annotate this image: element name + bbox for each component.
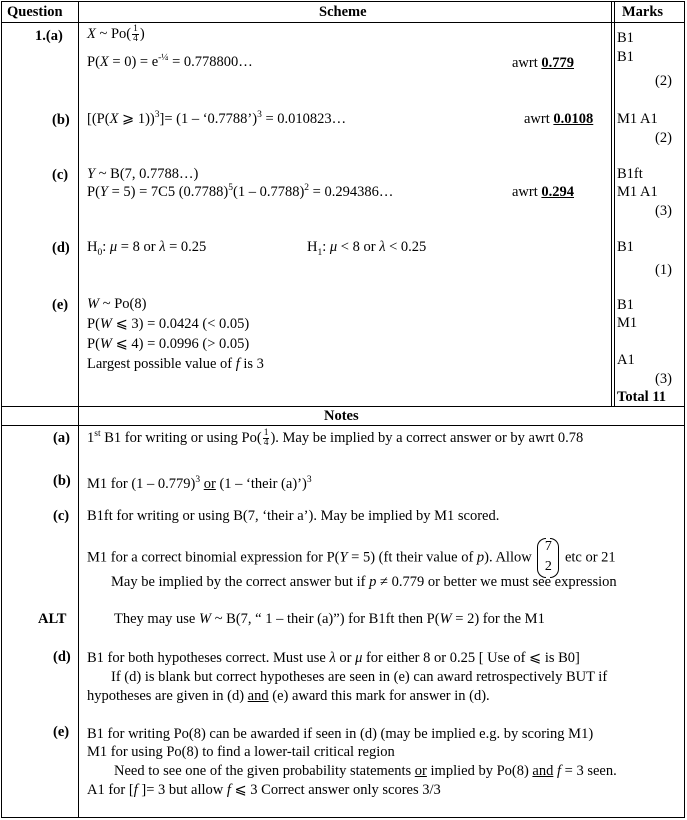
answer-c-line1: Y ~ B(7, 0.7788…) [87,166,199,182]
total-marks: Total 11 [617,389,667,405]
marks-c-total: (3) [655,203,672,219]
notes-label-e: (e) [53,724,70,740]
marks-d-total: (1) [655,262,672,278]
notes-label-b: (b) [53,473,71,489]
label-part-d: (d) [52,240,70,256]
notes-c-text3: May be implied by the correct answer but if p ≠ 0.779 or better we must see expression [111,574,617,590]
notes-d-text2: If (d) is blank but correct hypotheses are seen in (e) can award retrospectively BUT if [111,669,608,685]
marks-e-total: (3) [655,371,672,387]
marks-b-total: (2) [655,130,672,146]
notes-e-text1: B1 for writing Po(8) can be awarded if seen in (d) (may be implied e.g. by scoring M1) [87,726,594,742]
marks-d: B1 [617,239,634,255]
answer-d-h1: $H_1$: μ < 8 or λ < 0.25 [307,239,427,258]
notes-title: Notes [324,408,359,424]
marks-e-1: B1 [617,297,634,313]
label-part-b: (b) [52,112,70,128]
notes-d-text3: hypotheses are given in (d) and (e) award this mark for answer in (d). [87,688,490,704]
header-marks: Marks [622,4,664,20]
notes-e-text4: A1 for [f ]= 3 but allow f ⩽ 3 Correct answer only scores 3/3 [87,782,441,798]
awrt-b: awrt 0.0108 [524,111,594,127]
marks-e-2: M1 [617,315,638,331]
notes-b-text: M1 for (1 – 0.779)$^3$ or (1 – ‘their (a)’)$^3$ [87,475,312,492]
border-left [1,1,2,818]
notes-c-text1: B1ft for writing or using B(7, ‘their a’). May be implied by M1 scored. [87,508,500,524]
marks-c-2: M1 A1 [617,184,658,200]
header-scheme: Scheme [319,4,367,20]
border-top [1,1,685,2]
notes-d-text1: B1 for both hypotheses correct. Must use λ or μ for either 8 or 0.25 [ Use of ⩽ is B0] [87,650,580,666]
answer-e-line1: W ~ Po(8) [87,296,147,312]
notes-alt-text: They may use W ~ B(7, “ 1 – their (a)”) for B1ft then P(W = 2) for the M1 [114,611,545,627]
marks-a-total: (2) [655,73,672,89]
answer-e-line2: P(W ⩽ 3) = 0.0424 (< 0.05) [87,316,250,332]
question-column-divider [78,1,79,818]
notes-a-text: 1st B1 for writing or using Po( $\frac{1}{4}$ ). May be implied by a correct answer or by awrt 0.78 [87,428,584,449]
notes-label-alt: ALT [38,611,67,627]
notes-label-a: (a) [53,430,70,446]
marks-e-3: A1 [617,352,635,368]
label-part-c: (c) [52,167,69,183]
border-right [684,1,685,818]
label-part-a: 1.(a) [35,28,63,44]
answer-c-line2: P(Y = 5) = 7C5 $(0.7788)^5(1 - 0.7788)^2$ = 0.294386… [87,183,394,200]
marks-column-divider-2 [614,1,615,406]
answer-e-line4: Largest possible value of f is 3 [87,356,264,372]
marks-a-2: B1 [617,49,634,65]
notes-c-text2: M1 for a correct binomial expression for P(Y = 5) (ft their value of p). Allow 7 2 etc or 21 [87,538,616,578]
marks-c-1: B1ft [617,166,643,182]
notes-e-text2: M1 for using Po(8) to find a lower-tail critical region [87,744,395,760]
answer-b-line: [(P(X ⩾ 1))$^3$]= (1 – ‘0.7788’)$^3$ = 0.010823… [87,110,347,127]
notes-e-text3: Need to see one of the given probability statements or implied by Po(8) and f = 3 seen. [114,763,617,779]
marks-column-divider [611,1,612,406]
mark-scheme-page [1,1,685,818]
notes-divider-bottom [1,425,685,426]
awrt-c: awrt 0.294 [512,184,575,200]
answer-a-line1: X ~ Po( $\frac{1}{4}$ ) [87,24,145,45]
border-bottom [1,817,685,818]
notes-label-c: (c) [53,508,70,524]
answer-e-line3: P(W ⩽ 4) = 0.0996 (> 0.05) [87,336,250,352]
awrt-a: awrt 0.779 [512,55,575,71]
binomial-coefficient: 7 2 [537,538,559,578]
fraction-quarter: $\frac{1}{4}$ [133,24,138,45]
label-part-e: (e) [52,297,69,313]
notes-label-d: (d) [53,649,71,665]
header-divider [1,22,685,23]
marks-a-1: B1 [617,30,634,46]
answer-d-h0: $H_0$: μ = 8 or λ = 0.25 [87,239,207,258]
marks-b: M1 A1 [617,111,658,127]
notes-fraction-quarter: $\frac{1}{4}$ [263,428,269,449]
answer-a-line2: $P(X = 0) = e^{-\frac{1}{4}}$ = 0.778800… [87,53,253,70]
header-question: Question [7,4,63,20]
